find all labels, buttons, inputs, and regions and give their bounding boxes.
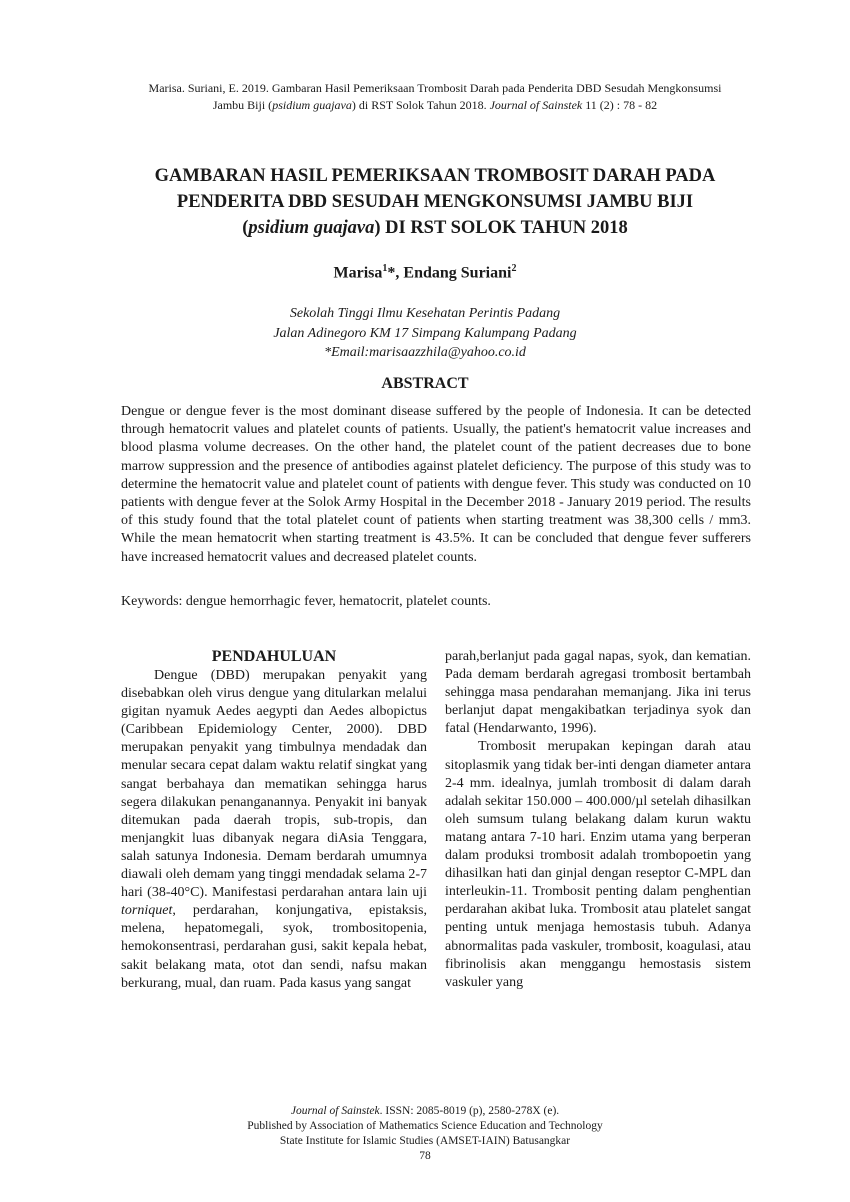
author-2: Endang Suriani — [403, 264, 512, 282]
title-line3 — [110, 215, 760, 241]
affiliation — [0, 304, 850, 363]
author-1: Marisa — [333, 264, 383, 282]
paragraph-text: Dengue (DBD) merupakan penyakit yang disebabkan oleh virus dengue yang ditularkan melalui gigitan nyamuk Aedes aegypti dan Aedes albopictus (Caribbean Epidemiology Center, 2000). DBD merupakan penyakit yang timbulnya mendadak dan menular secara cepat dalam waktu relatif singkat yang sangat berbahaya dan mematikan sehingga harus segera dilakukan penanganannya. Penyakit ini banyak ditemukan pada daerah tropis, sub-tropis, dan menjangkit luas dibanyak negara diAsia Tenggara, salah satunya Indonesia. Demam berdarah umumnya diawali oleh demam yang tinggi mendadak selama 2-7 hari (38-40°C). Manifestasi perdarahan antara lain uji — [121, 668, 427, 901]
footer-issn: . ISSN: 2085-8019 (p), 2580-278X (e). — [379, 1105, 560, 1117]
title-species: psidium guajava — [248, 218, 375, 238]
header-text: ) di RST Solok Tahun 2018. — [351, 98, 490, 112]
header-species: psidium guajava — [272, 98, 352, 112]
paragraph: Trombosit merupakan kepingan darah atau sitoplasmik yang tidak ber-inti dengan diameter antara 2-4 mm. idealnya, jumlah trombosit di dalam darah adalah sekitar 150.000 – 400.000/µl setelah dihasilkan oleh sumsum tulang belakang dalam kurun waktu matang antara 7-10 hari. Enzim utama yang berperan dalam produksi trombosit adalah trombopoetin yang dihasilkan hati dan ginjal dengan reseptor C-MPL dan interleukin-11. Trombosit penting dalam penghentian perdarahan akibat luka. Trombosit atau platelet sangat penting untuk menjaga hemostasis tubuh. Adanya abnormalitas pada vaskuler, trombosit, koagulasi, atau fibrinolisis akan menggangu hemostasis sistem vaskuler yang — [445, 739, 751, 990]
title-line1: GAMBARAN HASIL PEMERIKSAAN TROMBOSIT DARAH PADA — [154, 166, 716, 186]
abstract-heading: ABSTRACT — [381, 375, 469, 392]
author-2-affil: 2 — [511, 263, 517, 274]
footer-publisher: Published by Association of Mathematics Science Education and Technology — [247, 1120, 603, 1132]
footer-institute: State Institute for Islamic Studies (AMSET-IAIN) Batusangkar — [279, 1135, 571, 1147]
header-journal: Journal of Sainstek — [489, 98, 583, 112]
title-paren: ( — [242, 218, 249, 238]
paragraph: parah,berlanjut pada gagal napas, syok, dan kematian. Pada demam berdarah agregasi trombosit bertambah sehingga masa pendarahan memanjang. Jika ini terus berlanjut dapat mengakibatkan terjadinya syok dan fatal (Hendarwanto, 1996). — [445, 649, 751, 737]
page-number: 78 — [419, 1150, 431, 1162]
header-citation-line1: Marisa. Suriani, E. 2019. Gambaran Hasil Pemeriksaan Trombosit Darah pada Penderita DBD Sesudah Mengkonsumsi — [148, 81, 722, 95]
paper-title — [110, 163, 760, 241]
header-text: Jambu Biji ( — [212, 98, 273, 112]
abstract-text: Dengue or dengue fever is the most dominant disease suffered by the people of Indonesia. It can be detected through hematocrit values and platelet counts of patients. Usually, the patient's hematocrit value increases and blood plasma volume decreases. On the other hand, the platelet count of the patient decreases due to bone marrow suppression and the presence of antibodies against platelet deficiency. The purpose of this study was to determine the hematocrit value and platelet count of patients with dengue fever. This study was conducted on 10 patients with dengue fever at the Solok Army Hospital in the December 2018 - January 2019 period. The results of this study found that the total platelet count of patients when starting treatment was 38,300 cells / mm3. While the mean hematocrit when starting treatment is 43.5%. It can be concluded that dengue fever sufferers have increased hematocrit values and decreased platelet counts. — [121, 404, 751, 565]
affiliation-email: *Email:marisaazzhila@yahoo.co.id — [324, 345, 526, 360]
affiliation-address: Jalan Adinegoro KM 17 Simpang Kalumpang Padang — [273, 325, 577, 341]
author-list — [0, 263, 850, 282]
footer-journal: Journal of Sainstek — [290, 1105, 380, 1117]
paragraph — [121, 667, 427, 993]
title-line2: PENDERITA DBD SESUDAH MENGKONSUMSI JAMBU BIJI — [176, 192, 694, 212]
author-1-affil: 1 — [382, 263, 388, 274]
left-column — [121, 648, 427, 993]
right-column — [445, 648, 751, 992]
footer-journal-line — [0, 1104, 850, 1119]
abstract-body — [121, 403, 751, 567]
section-heading: PENDAHULUAN — [211, 648, 337, 665]
header-citation-line2 — [100, 97, 770, 114]
paragraph-italic: torniquet — [121, 903, 173, 919]
author-separator: *, — [387, 264, 404, 282]
header-volume: 11 (2) : 78 - 82 — [582, 98, 658, 112]
page-footer — [0, 1104, 850, 1164]
keywords: Keywords: dengue hemorrhagic fever, hematocrit, platelet counts. — [121, 594, 491, 609]
title-rest: ) DI RST SOLOK TAHUN 2018 — [374, 218, 628, 238]
running-header — [100, 80, 770, 114]
paragraph-text: , perdarahan, konjungativa, epistaksis, melena, hepatomegali, syok, trombositopenia, hemokonsentrasi, perdarahan gusi, sakit kepala hebat, sakit belakang mata, otot dan sendi, nafsu makan berkurang, mual, dan ruam. Pada kasus yang sangat — [121, 903, 427, 991]
affiliation-institution: Sekolah Tinggi Ilmu Kesehatan Perintis Padang — [289, 306, 561, 321]
